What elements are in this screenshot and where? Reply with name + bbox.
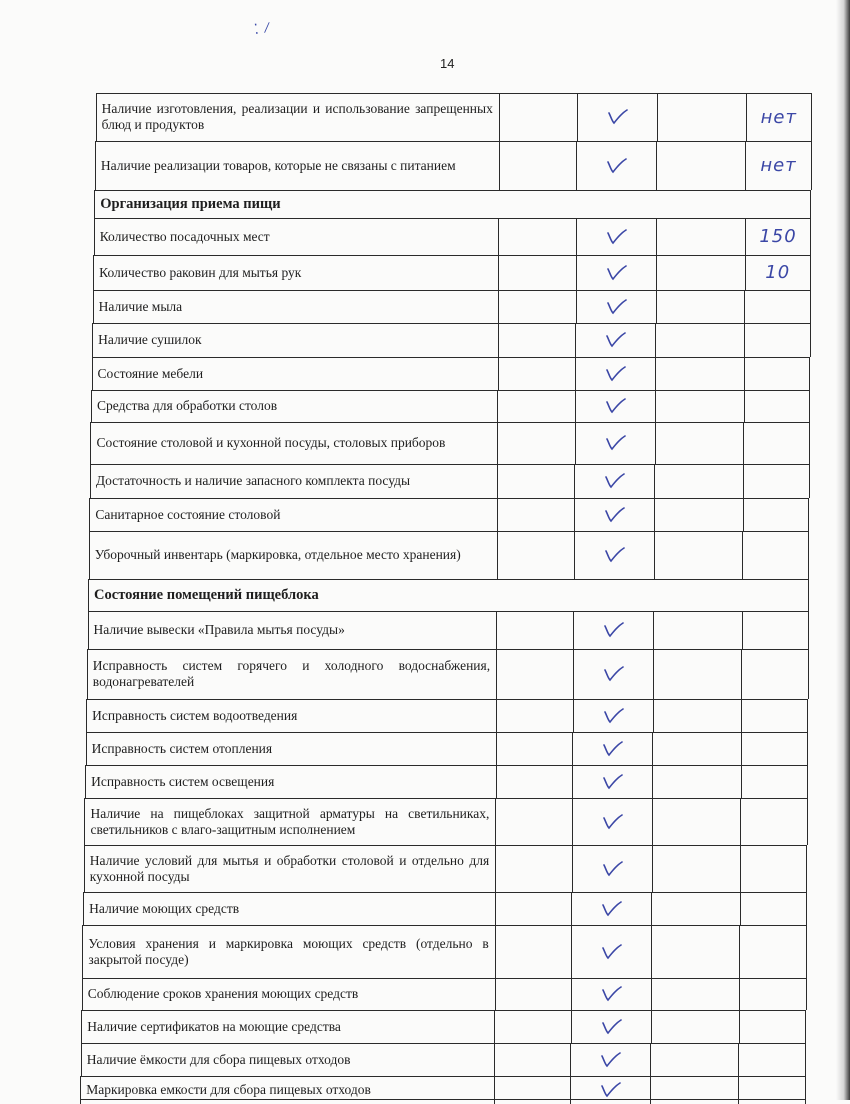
table-row — [0, 422, 850, 464]
criterion-text: Наличие на пищеблоках защитной арматуры на светильниках, светильников с влаго-защитным исполнением — [90, 805, 490, 837]
table-cell — [655, 323, 744, 357]
criterion-label — [90, 422, 497, 464]
criterion-label — [84, 798, 495, 845]
checkmark-icon — [605, 157, 627, 175]
table-row — [0, 141, 850, 190]
criterion-text: Санитарное состояние столовой — [95, 506, 281, 522]
check-cell — [574, 464, 654, 498]
checkmark-icon — [605, 228, 627, 246]
table-row — [0, 464, 850, 498]
table-row — [0, 1043, 850, 1076]
criterion-label — [86, 732, 496, 765]
table-cell — [498, 290, 576, 323]
check-cell — [570, 1043, 650, 1076]
criterion-label — [81, 1043, 495, 1076]
checkmark-icon — [602, 707, 624, 725]
table-cell — [497, 498, 574, 531]
criterion-label — [96, 93, 499, 141]
check-cell — [574, 498, 654, 531]
check-cell — [572, 845, 652, 892]
table-cell — [499, 141, 577, 190]
check-cell — [576, 141, 656, 190]
section-title — [94, 190, 811, 218]
table-cell — [495, 845, 571, 892]
table-cell — [655, 390, 744, 422]
table-cell — [499, 93, 577, 141]
section-header-row — [0, 579, 850, 611]
table-row — [0, 699, 850, 732]
check-cell — [573, 699, 653, 732]
check-cell — [572, 732, 652, 765]
check-cell — [573, 649, 653, 699]
criterion-text: Исправность систем водоотведения — [92, 707, 298, 723]
table-cell — [496, 765, 573, 798]
check-cell — [571, 978, 651, 1010]
table-row — [0, 531, 850, 579]
table-cell — [657, 93, 746, 141]
check-cell — [576, 290, 656, 323]
check-cell — [575, 357, 655, 390]
table-row — [0, 498, 850, 531]
table-row — [0, 765, 850, 798]
table-cell — [743, 464, 810, 498]
handwritten-note: нет — [760, 106, 797, 128]
table-row — [0, 357, 850, 390]
criterion-text: Наличие мыла — [98, 298, 183, 314]
criterion-label — [95, 141, 499, 190]
criterion-text: Средства для обработки столов — [97, 398, 278, 413]
table-row — [0, 798, 850, 845]
criterion-text: Состояние мебели — [97, 365, 204, 381]
criterion-label — [93, 255, 498, 290]
criterion-label — [81, 1010, 494, 1043]
table-cell — [656, 290, 745, 323]
table-cell — [652, 798, 740, 845]
table-cell — [494, 1043, 570, 1076]
criterion-label — [92, 357, 498, 390]
checkmark-icon — [600, 1018, 622, 1036]
criterion-text: Исправность систем освещения — [91, 773, 275, 789]
criterion-text: Наличие сертификатов на моющие средства — [87, 1018, 341, 1034]
table-cell — [739, 1010, 807, 1043]
table-cell — [653, 649, 741, 699]
criterion-text: Наличие изготовления, реализации и использование запрещенных блюд и продуктов — [101, 101, 493, 132]
criterion-text: Наличие ёмкости для сбора пищевых отходов — [86, 1051, 351, 1067]
table-cell — [654, 464, 743, 498]
table-row — [0, 925, 850, 978]
table-row — [0, 611, 850, 649]
check-cell — [575, 390, 655, 422]
table-cell — [743, 498, 810, 531]
table-cell — [741, 699, 808, 732]
checkmark-icon — [600, 900, 622, 918]
table-cell — [651, 1010, 739, 1043]
stray-pen-marks: ⁚ ⁄ — [252, 18, 272, 38]
table-cell — [651, 925, 739, 978]
criterion-label — [82, 925, 494, 978]
page-number: 14 — [440, 56, 455, 71]
checkmark-icon — [603, 472, 625, 490]
criterion-label — [84, 845, 495, 892]
table-cell — [740, 845, 808, 892]
table-cell — [656, 218, 745, 255]
table-row — [0, 218, 850, 255]
checkmark-icon — [602, 665, 624, 683]
criterion-text: Наличие условий для мытья и обработки столовой и отдельно для кухонной посуды — [89, 852, 490, 884]
table-cell — [656, 255, 745, 290]
checkmark-icon — [603, 506, 625, 524]
table-row — [0, 1010, 850, 1043]
criterion-text: Наличие реализации товаров, которые не связаны с питанием — [100, 157, 456, 173]
criterion-text: Количество раковин для мытья рук — [99, 264, 302, 280]
section-header-row — [0, 190, 850, 218]
checkmark-icon — [604, 331, 626, 349]
table-cell — [744, 357, 811, 390]
criterion-text: Наличие моющих средств — [89, 900, 240, 916]
table-cell — [740, 798, 807, 845]
criterion-label — [83, 892, 495, 925]
check-cell — [572, 798, 652, 845]
table-row — [0, 93, 850, 141]
checkmark-icon — [600, 985, 622, 1003]
table-cell — [654, 531, 743, 579]
section-title — [88, 579, 809, 611]
criterion-text: Исправность систем горячего и холодного водоснабжения, водонагревателей — [92, 658, 491, 689]
table-cell — [742, 611, 809, 649]
table-row — [0, 732, 850, 765]
checkmark-icon — [604, 397, 626, 415]
table-cell — [496, 732, 573, 765]
table-cell — [743, 422, 810, 464]
table-cell — [653, 699, 741, 732]
criterion-label — [92, 323, 498, 357]
table-cell — [497, 464, 574, 498]
table-cell — [496, 649, 573, 699]
checkmark-icon — [601, 813, 623, 831]
criterion-text: Состояние столовой и кухонной посуды, столовых приборов — [96, 435, 446, 450]
criterion-text: Достаточность и наличие запасного комплекта посуды — [95, 473, 411, 488]
criterion-text: Соблюдение сроков хранения моющих средств — [87, 986, 359, 1001]
check-cell — [571, 892, 651, 925]
criterion-text: Наличие вывески «Правила мытья посуды» — [93, 622, 345, 637]
criterion-label — [86, 699, 496, 732]
table-cell — [653, 611, 741, 649]
checkmark-icon — [599, 1051, 621, 1069]
checkmark-icon — [601, 740, 623, 758]
table-cell — [496, 699, 573, 732]
table-cell — [498, 218, 576, 255]
table-cell — [742, 531, 809, 579]
criterion-text: Условия хранения и маркировка моющих средств (отдельно в закрытой посуде) — [88, 935, 489, 967]
criterion-label — [91, 390, 497, 422]
checkmark-icon — [601, 860, 623, 878]
table-cell — [498, 255, 576, 290]
table-cell — [741, 765, 808, 798]
criterion-text: Исправность систем отопления — [91, 740, 273, 756]
criterion-label — [85, 765, 495, 798]
table-cell — [741, 732, 808, 765]
checkmark-icon — [606, 108, 628, 126]
check-cell — [577, 93, 657, 141]
table-cell — [497, 422, 574, 464]
table-cell — [739, 978, 807, 1010]
check-cell — [571, 1010, 651, 1043]
table-cell — [498, 323, 576, 357]
table-cell — [738, 1043, 806, 1076]
section-title-text: Состояние помещений пищеблока — [94, 587, 319, 603]
table-cell — [496, 611, 573, 649]
table-cell — [651, 978, 739, 1010]
checkmark-icon — [604, 365, 626, 383]
table-cell — [740, 892, 808, 925]
table-cell — [498, 357, 575, 390]
checkmark-icon — [600, 943, 622, 961]
check-cell — [576, 218, 656, 255]
table-row — [0, 323, 850, 357]
table-cell — [497, 390, 574, 422]
table-row — [0, 845, 850, 892]
table-cell — [495, 978, 571, 1010]
criterion-label — [89, 531, 497, 579]
checkmark-icon — [602, 621, 624, 639]
table-cell — [494, 1010, 570, 1043]
checkmark-icon — [605, 298, 627, 316]
criterion-label — [82, 978, 495, 1010]
check-cell — [573, 611, 653, 649]
table-cell — [650, 1043, 738, 1076]
checkmark-icon — [601, 773, 623, 791]
checkmark-icon — [604, 434, 626, 452]
criterion-label — [94, 218, 499, 255]
table-row — [0, 390, 850, 422]
table-row — [0, 290, 850, 323]
table-cell — [495, 798, 572, 845]
check-cell — [572, 765, 652, 798]
table-cell — [744, 390, 811, 422]
criterion-label — [88, 611, 497, 649]
criterion-text: Наличие сушилок — [98, 332, 202, 347]
criterion-label — [90, 464, 497, 498]
table-cell — [652, 765, 740, 798]
check-cell — [575, 323, 655, 357]
section-title-text: Организация приема пищи — [100, 196, 281, 212]
check-cell — [571, 925, 651, 978]
criterion-text: Маркировка емкости для сбора пищевых отходов — [86, 1082, 371, 1097]
criterion-label — [89, 498, 497, 531]
criterion-text: Уборочный инвентарь (маркировка, отдельное место хранения) — [94, 547, 461, 562]
checkmark-icon — [599, 1081, 621, 1099]
check-cell — [576, 255, 656, 290]
handwritten-note: 150 — [759, 226, 797, 247]
table-cell — [656, 141, 745, 190]
table-cell — [655, 422, 744, 464]
table-row — [0, 649, 850, 699]
table-cell — [741, 649, 808, 699]
table-cell — [744, 290, 810, 323]
table-cell — [651, 892, 739, 925]
handwritten-note: 10 — [765, 262, 791, 283]
handwritten-note: нет — [760, 155, 797, 176]
criterion-text: Количество посадочных мест — [99, 228, 270, 244]
table-cell — [655, 357, 744, 390]
criterion-label — [93, 290, 498, 323]
table-row — [0, 978, 850, 1010]
table-cell — [495, 925, 571, 978]
check-cell — [575, 422, 655, 464]
table-cell — [744, 323, 810, 357]
table-cell — [652, 845, 740, 892]
table-cell — [497, 531, 574, 579]
table-row — [0, 892, 850, 925]
table-cell — [739, 925, 807, 978]
table-cell — [495, 892, 571, 925]
checkmark-icon — [605, 264, 627, 282]
table-cell — [654, 498, 743, 531]
check-cell — [574, 531, 654, 579]
criterion-label — [87, 649, 496, 699]
checkmark-icon — [603, 546, 625, 564]
table-row — [0, 255, 850, 290]
table-cell — [652, 732, 740, 765]
